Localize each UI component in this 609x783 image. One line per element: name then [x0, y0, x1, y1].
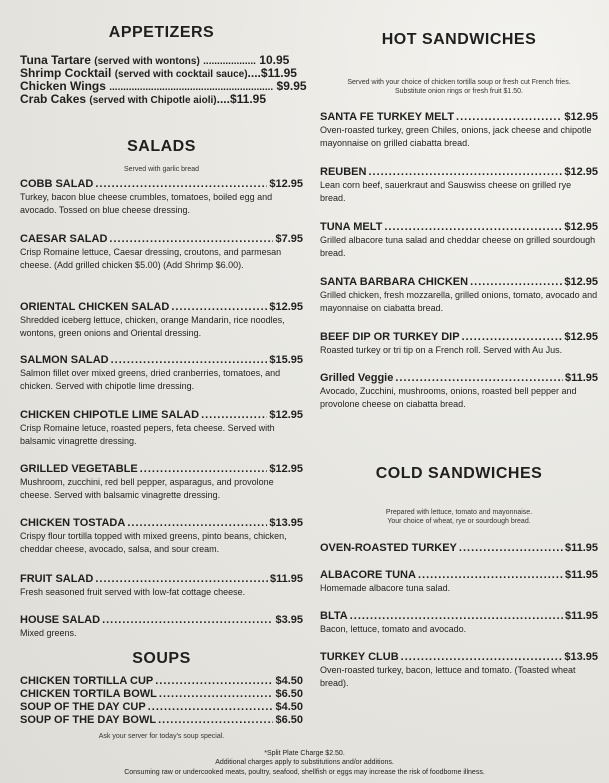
hot-sandwich-item — [320, 220, 598, 260]
soups-heading: SOUPS — [132, 650, 191, 667]
salad-item — [20, 353, 303, 393]
leader-dots — [462, 330, 563, 344]
leader-dots — [459, 541, 563, 555]
cold-sandwich-item — [320, 541, 598, 555]
hot-sandwich-item — [320, 165, 598, 205]
footer-split-charge: *Split Plate Charge $2.50. — [264, 750, 345, 757]
item-desc: Oven-roasted turkey, green Chiles, onions, jack cheese and chipotle mayonnaise on grilled ciabatta bread. — [320, 125, 592, 148]
item-price: $11.95 — [269, 573, 303, 585]
item-desc: Roasted turkey or tri tip on a French roll. Served with Au Jus. — [320, 345, 563, 355]
soup-item — [20, 714, 303, 727]
leader-dots: ................... — [203, 56, 256, 67]
item-desc: Fresh seasoned fruit served with low-fat cottage cheese. — [20, 587, 246, 597]
item-name: TUNA MELT — [320, 221, 383, 233]
item-name: CHICKEN TORTILLA CUP — [20, 675, 154, 687]
leader-dots — [171, 300, 267, 314]
salads-heading: SALADS — [127, 138, 196, 155]
item-name: SALMON SALAD — [20, 354, 109, 366]
leader-dots — [456, 110, 562, 124]
item-desc: Shredded iceberg lettuce, chicken, orange Mandarin, rice noodles, wontons, green onions and Oriental dressing. — [20, 315, 285, 338]
leader-dots — [470, 275, 562, 289]
salad-item — [20, 462, 303, 502]
item-price: $11.95 — [260, 66, 297, 80]
leader-dots — [155, 675, 273, 688]
item-name: CHICKEN CHIPOTLE LIME SALAD — [20, 409, 200, 421]
salads-note: Served with garlic bread — [123, 166, 200, 173]
leader-dots: .... — [216, 92, 230, 106]
item-price: $7.95 — [275, 233, 303, 245]
item-name: HOUSE SALAD — [20, 614, 101, 626]
item-name: SOUP OF THE DAY CUP — [20, 701, 146, 713]
item-desc: (served with cocktail sauce) — [114, 69, 248, 80]
leader-dots — [148, 701, 274, 714]
item-name: TURKEY CLUB — [320, 651, 399, 663]
item-name: Chicken Wings — [20, 79, 106, 93]
leader-dots — [418, 568, 563, 582]
item-name: CHICKEN TORTILA BOWL — [20, 688, 157, 700]
item-price: $11.95 — [229, 92, 267, 106]
cold-sandwiches-note-1: Prepared with lettuce, tomato and mayonnaise. — [385, 509, 533, 516]
item-price: $15.95 — [269, 354, 303, 366]
item-price: $6.50 — [275, 688, 303, 700]
appetizers-heading: APPETIZERS — [108, 24, 215, 41]
item-price: $11.95 — [564, 372, 598, 384]
leader-dots — [368, 165, 562, 179]
item-price: $11.95 — [564, 542, 598, 554]
item-price: $13.95 — [564, 651, 598, 663]
item-desc: Avocado, Zucchini, mushrooms, onions, roasted bell pepper and provolone cheese on ciabatta bread. — [320, 386, 577, 409]
leader-dots — [95, 572, 268, 586]
cold-sandwiches-note-2: Your choice of wheat, rye or sourdough bread. — [387, 518, 531, 525]
item-name: Shrimp Cocktail — [20, 66, 112, 80]
footer-food-warning: Consuming raw or undercooked meats, poultry, seafood, shellfish or eggs may increase the risk of foodborne illness. — [124, 769, 485, 776]
leader-dots — [109, 232, 273, 246]
leader-dots — [201, 408, 267, 422]
item-name: FRUIT SALAD — [20, 573, 94, 585]
item-desc: Crisp Romaine lettuce, Caesar dressing, croutons, and parmesan cheese. (Add grilled chicken $5.00) (Add Shrimp $6.00). — [20, 247, 282, 270]
salad-item — [20, 232, 303, 272]
item-name: CAESAR SALAD — [20, 233, 108, 245]
item-price: $13.95 — [269, 517, 303, 529]
leader-dots — [111, 353, 268, 367]
item-price: 10.95 — [259, 53, 290, 67]
leader-dots — [102, 613, 273, 627]
appetizer-item — [20, 93, 303, 107]
hot-sandwiches-note-1: Served with your choice of chicken tortilla soup or fresh cut French fries. — [347, 79, 571, 86]
item-name: ORIENTAL CHICKEN SALAD — [20, 301, 170, 313]
item-price: $4.50 — [275, 675, 303, 687]
leader-dots — [140, 462, 268, 476]
item-desc: Mixed greens. — [20, 628, 77, 638]
cold-sandwich-item — [320, 568, 598, 595]
item-name: GRILLED VEGETABLE — [20, 463, 138, 475]
item-name: CHICKEN TOSTADA — [20, 517, 126, 529]
item-desc: Bacon, lettuce, tomato and avocado. — [320, 624, 467, 634]
hot-sandwich-item — [320, 275, 598, 315]
item-price: $12.95 — [269, 301, 303, 313]
soup-item — [20, 675, 303, 688]
soup-note: Ask your server for today's soup special. — [98, 733, 225, 740]
item-name: BLTA — [320, 610, 348, 622]
item-desc: Salmon fillet over mixed greens, dried cranberries, tomatoes, and chicken. Served with chipotle lime dressing. — [20, 368, 281, 391]
leader-dots — [401, 650, 563, 664]
leader-dots — [158, 714, 273, 727]
salad-item — [20, 572, 303, 599]
salad-item — [20, 516, 303, 556]
item-desc: Crisp Romaine letuce, roasted pepers, feta cheese. Served with balsamic vinagrette dressing. — [20, 423, 275, 446]
leader-dots — [159, 688, 274, 701]
cold-sandwich-item — [320, 650, 598, 690]
item-price: $4.50 — [275, 701, 303, 713]
hot-sandwich-item — [320, 110, 598, 150]
item-desc: Lean corn beef, sauerkraut and Sauswiss cheese on grilled rye bread. — [320, 180, 572, 203]
item-desc: Oven-roasted turkey, bacon, lettuce and tomato. (Toasted wheat bread). — [320, 665, 576, 688]
salad-item — [20, 408, 303, 448]
item-desc: (served with Chipotle aioli) — [89, 95, 217, 106]
hot-sandwiches-note-2: Substitute onion rings or fresh fruit $1.50. — [394, 88, 524, 95]
item-price: $12.95 — [564, 221, 598, 233]
soup-item — [20, 688, 303, 701]
item-price: $12.95 — [269, 178, 303, 190]
item-name: BEEF DIP OR TURKEY DIP — [320, 331, 460, 343]
item-name: Tuna Tartare — [20, 53, 91, 67]
leader-dots: .... — [247, 66, 261, 80]
item-desc: Turkey, bacon blue cheese crumbles, tomatoes, boiled egg and avocado. Tossed on blue cheese dressing. — [20, 192, 273, 215]
item-price: $12.95 — [564, 166, 598, 178]
leader-dots — [395, 371, 563, 385]
item-name: SOUP OF THE DAY BOWL — [20, 714, 157, 726]
leader-dots — [127, 516, 267, 530]
salad-item — [20, 613, 303, 640]
cold-sandwiches-heading: COLD SANDWICHES — [375, 465, 543, 482]
hot-sandwich-item — [320, 330, 598, 357]
item-desc: Homemade albacore tuna salad. — [320, 583, 451, 593]
item-price: $11.95 — [564, 610, 598, 622]
hot-sandwiches-heading: HOT SANDWICHES — [381, 31, 537, 48]
item-desc: Grilled chicken, fresh mozzarella, grilled onions, tomato, avocado and mayonnaise on ciabatta bread. — [320, 290, 598, 313]
leader-dots — [350, 609, 563, 623]
item-price: $3.95 — [275, 614, 303, 626]
item-price: $12.95 — [269, 409, 303, 421]
item-name: SANTA BARBARA CHICKEN — [320, 276, 469, 288]
item-name: ALBACORE TUNA — [320, 569, 416, 581]
item-name: COBB SALAD — [20, 178, 94, 190]
cold-sandwich-item — [320, 609, 598, 636]
soup-item — [20, 701, 303, 714]
item-name: Crab Cakes — [20, 92, 87, 106]
item-name: REUBEN — [320, 166, 367, 178]
item-desc: (served with wontons) — [94, 56, 200, 67]
leader-dots: ........................................................... — [109, 82, 274, 93]
item-desc: Mushroom, zucchini, red bell pepper, asparagus, and provolone cheese. Served with balsamic vinagrette dressing. — [20, 477, 274, 500]
item-price: $12.95 — [269, 463, 303, 475]
item-price: $12.95 — [564, 276, 598, 288]
item-desc: Grilled albacore tuna salad and cheddar cheese on grilled sourdough bread. — [320, 235, 596, 258]
item-price: $9.95 — [276, 79, 307, 93]
item-desc: Crispy flour tortilla topped with mixed greens, pinto beans, chicken, cheddar cheese, avocado, salsa, and sour cream. — [20, 531, 287, 554]
salad-item — [20, 177, 303, 217]
footer-additional-charges: Additional charges apply to substitutions and/or additions. — [215, 759, 394, 766]
item-name: SANTA FE TURKEY MELT — [320, 111, 455, 123]
leader-dots — [384, 220, 562, 234]
item-name: Grilled Veggie — [320, 372, 394, 384]
item-price: $12.95 — [564, 331, 598, 343]
item-price: $6.50 — [275, 714, 303, 726]
item-price: $11.95 — [564, 569, 598, 581]
hot-sandwich-item — [320, 371, 598, 411]
leader-dots — [95, 177, 267, 191]
item-price: $12.95 — [564, 111, 598, 123]
salad-item — [20, 300, 303, 340]
item-name: OVEN-ROASTED TURKEY — [320, 542, 457, 554]
